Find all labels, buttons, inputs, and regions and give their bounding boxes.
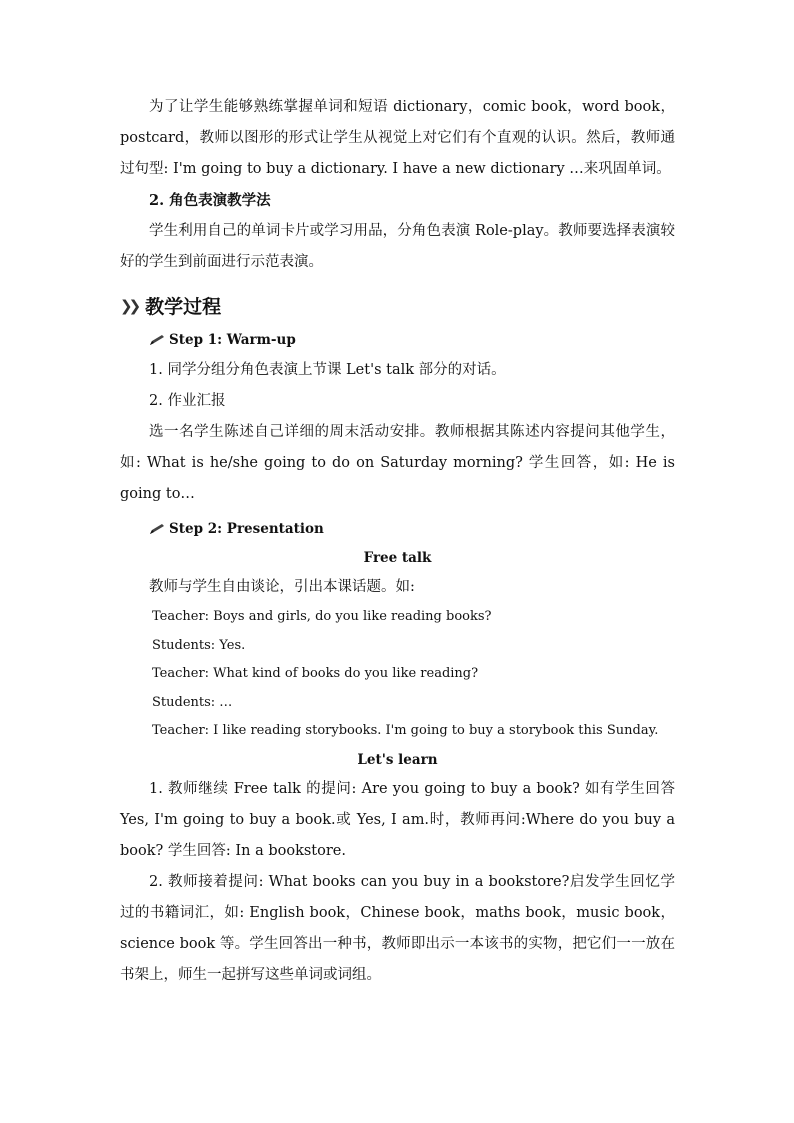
double-chevron-icon: ❯❯ <box>120 296 138 315</box>
step2-title: Step 2: Presentation <box>169 521 324 537</box>
lets-learn-paragraph-1: 1. 教师继续 Free talk 的提问: Are you going to buy a book? 如有学生回答 Yes, I'm going to buy a book.或 Yes, I am.时，教师再问:Where do you buy a book? 学生回答: In a bookstore. <box>120 780 675 859</box>
intro-paragraph-1: 为了让学生能够熟练掌握单词和短语 dictionary，comic book，word book，postcard，教师以图形的形式让学生从视觉上对它们有个直观的认识。然后，教师通过句型: I'm going to buy a dictionary. I have a new dictionary …来巩固单词。 <box>120 99 675 177</box>
subtitle-free-talk: Free talk <box>363 550 432 566</box>
section-heading <box>120 292 675 319</box>
subheading-role-play: 2. 角色表演教学法 <box>149 192 271 209</box>
step1-title: Step 1: Warm-up <box>169 332 296 348</box>
subtitle-lets-learn: Let's learn <box>357 751 438 768</box>
section-title: 教学过程 <box>145 296 222 318</box>
dialog-line: Teacher: Boys and girls, do you like reading books? <box>152 609 492 624</box>
dialog-line: Students: … <box>152 694 233 710</box>
dialog-line: Teacher: I like reading storybooks. I'm going to buy a storybook this Sunday. <box>152 723 659 738</box>
step1-item-1: 1. 同学分组分角色表演上节课 Let's talk 部分的对话。 <box>149 362 506 378</box>
free-talk-intro: 教师与学生自由谈论，引出本课话题。如: <box>149 579 415 595</box>
step2-heading <box>120 514 675 544</box>
step1-item-2: 2. 作业汇报 <box>149 393 226 409</box>
pen-icon <box>149 523 165 535</box>
step1-paragraph: 选一名学生陈述自己详细的周末活动安排。教师根据其陈述内容提问其他学生，如: What is he/she going to do on Saturday morning? 学生回答，如: He is going to… <box>120 424 675 502</box>
step1-heading <box>120 325 675 355</box>
intro-paragraph-2: 学生利用自己的单词卡片或学习用品，分角色表演 Role-play。教师要选择表演较好的学生到前面进行示范表演。 <box>120 223 675 270</box>
dialog-line: Teacher: What kind of books do you like reading? <box>152 666 479 681</box>
pen-icon <box>149 334 165 346</box>
document-page <box>120 92 675 991</box>
dialog-line: Students: Yes. <box>152 637 246 653</box>
lets-learn-paragraph-2: 2. 教师接着提问: What books can you buy in a bookstore?启发学生回忆学过的书籍词汇，如: English book，Chinese book，maths book，music book，science book 等。学生回答出一种书，教师即出示一本该书的实物，把它们一一放在书架上，师生一起拼写这些单词或词组。 <box>120 873 675 983</box>
